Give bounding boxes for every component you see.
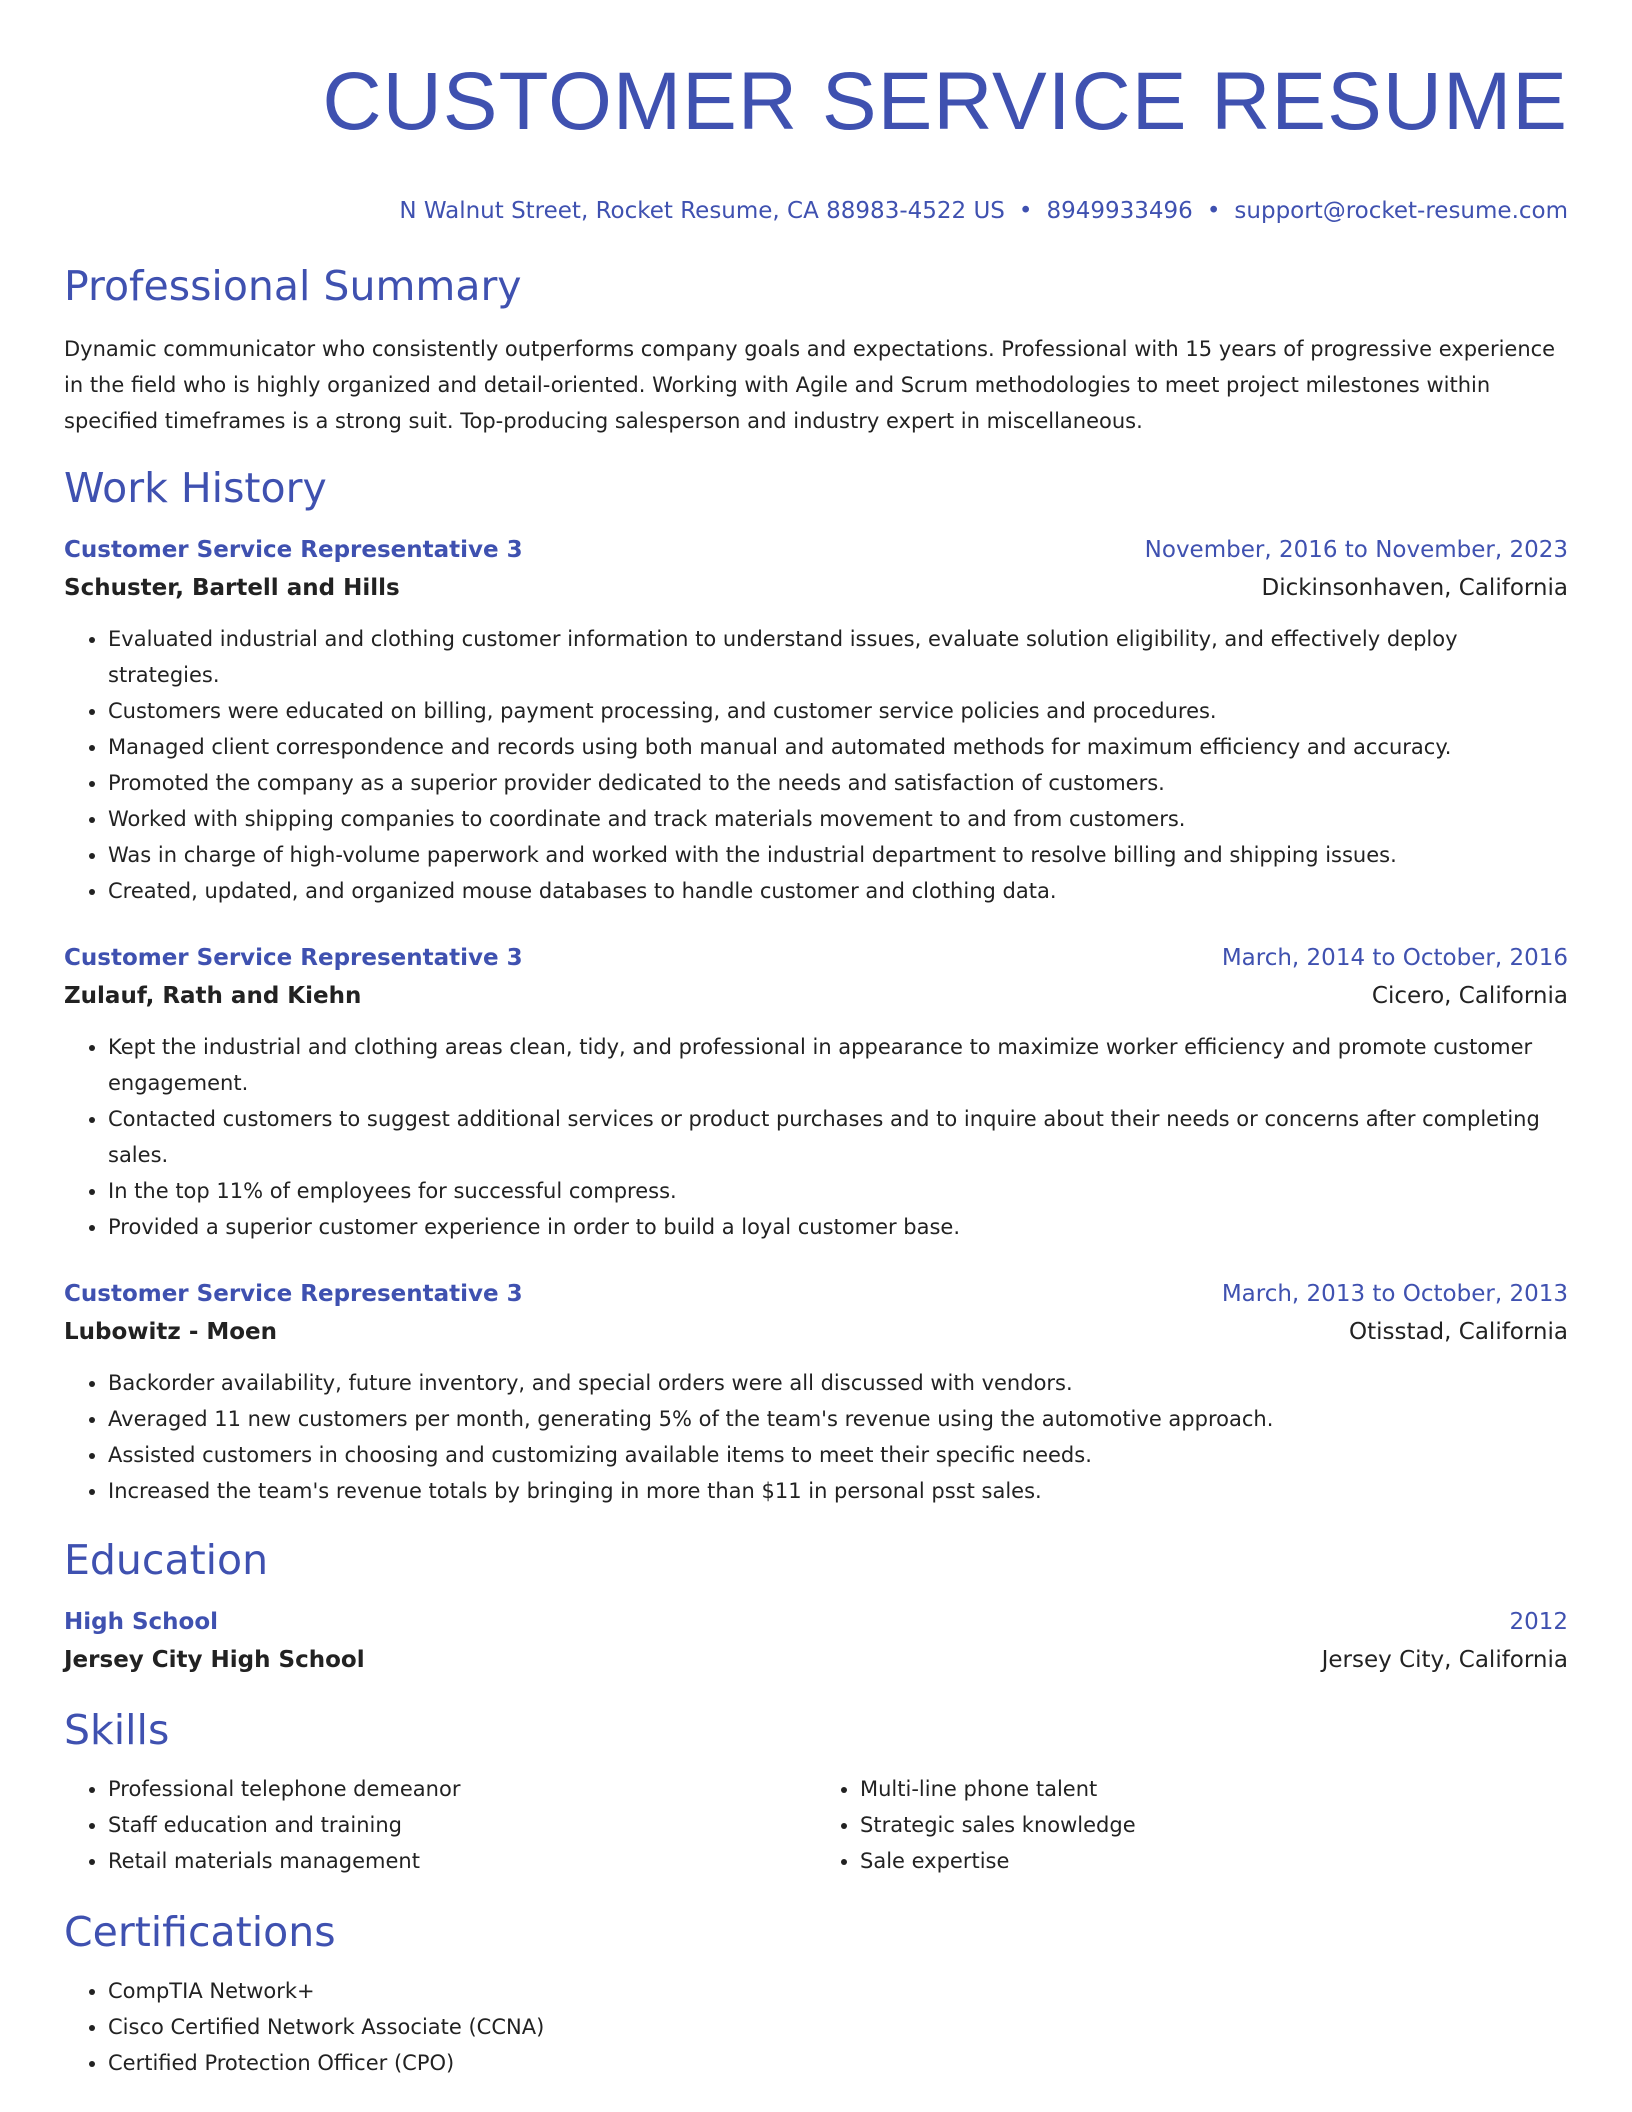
job-entry xyxy=(64,1275,1568,1509)
list-item: • Multi-line phone talent xyxy=(860,1771,1568,1807)
job-bullets xyxy=(64,1365,1568,1509)
certifications-list xyxy=(64,1973,1568,2081)
job-location: Cicero, California xyxy=(1371,983,1568,1009)
separator: • xyxy=(1018,198,1033,224)
list-item: • Averaged 11 new customers per month, generating 5% of the team's revenue using the automotive approach. xyxy=(108,1401,1568,1437)
list-item: • Staff education and training xyxy=(108,1807,816,1843)
list-item: • In the top 11% of employees for successful compress. xyxy=(108,1173,1568,1209)
degree: High School xyxy=(64,1609,219,1635)
certifications-heading: Certifications xyxy=(64,1908,336,1956)
list-item: • Professional telephone demeanor xyxy=(108,1771,816,1807)
email-link[interactable]: support@rocket-resume.com xyxy=(1234,198,1568,224)
contact-line xyxy=(64,196,1568,226)
job-title: Customer Service Representative 3 xyxy=(64,537,523,563)
school-name: Jersey City High School xyxy=(64,1647,365,1673)
company-name: Zulauf, Rath and Kiehn xyxy=(64,983,362,1009)
company-name: Schuster, Bartell and Hills xyxy=(64,575,400,601)
list-item: • Backorder availability, future inventory, and special orders were all discussed with vendors. xyxy=(108,1365,1568,1401)
job-entry xyxy=(64,939,1568,1245)
list-item: • Assisted customers in choosing and customizing available items to meet their specific needs. xyxy=(108,1437,1568,1473)
list-item: • Cisco Certified Network Associate (CCNA) xyxy=(108,2009,1568,2045)
job-header xyxy=(64,1275,1568,1313)
job-header xyxy=(64,531,1568,569)
skills-column-right xyxy=(816,1771,1568,1879)
job-bullets xyxy=(64,1029,1568,1245)
list-item: • Promoted the company as a superior provider dedicated to the needs and satisfaction of customers. xyxy=(108,765,1568,801)
job-title: Customer Service Representative 3 xyxy=(64,1281,523,1307)
job-location: Dickinsonhaven, California xyxy=(1261,575,1568,601)
school-location: Jersey City, California xyxy=(1321,1647,1568,1673)
job-header xyxy=(64,939,1568,977)
list-item: • Customers were educated on billing, payment processing, and customer service policies and procedures. xyxy=(108,693,1568,729)
list-item: • CompTIA Network+ xyxy=(108,1973,1568,2009)
education-header xyxy=(64,1603,1568,1641)
list-item: • Evaluated industrial and clothing customer information to understand issues, evaluate solution eligibility, and effectively deploy strategies. xyxy=(108,621,1568,693)
job-company-row xyxy=(64,1313,1568,1351)
summary-heading: Professional Summary xyxy=(64,262,522,310)
job-entry xyxy=(64,531,1568,909)
education-entry xyxy=(64,1603,1568,1679)
phone: 8949933496 xyxy=(1046,198,1193,224)
graduation-year: 2012 xyxy=(1509,1609,1568,1635)
list-item: • Managed client correspondence and records using both manual and automated methods for maximum efficiency and accuracy. xyxy=(108,729,1568,765)
skills-column-left xyxy=(64,1771,816,1879)
list-item: • Increased the team's revenue totals by bringing in more than $11 in personal psst sales. xyxy=(108,1473,1568,1509)
list-item: • Retail materials management xyxy=(108,1843,816,1879)
education-heading: Education xyxy=(64,1536,269,1584)
separator: • xyxy=(1206,198,1221,224)
job-bullets xyxy=(64,621,1568,909)
list-item: • Contacted customers to suggest additional services or product purchases and to inquire about their needs or concerns after completing sales. xyxy=(108,1101,1568,1173)
company-name: Lubowitz - Moen xyxy=(64,1319,278,1345)
skills-list xyxy=(64,1771,1568,1879)
list-item: • Worked with shipping companies to coordinate and track materials movement to and from customers. xyxy=(108,801,1568,837)
job-dates: November, 2016 to November, 2023 xyxy=(1144,537,1568,563)
list-item: • Sale expertise xyxy=(860,1843,1568,1879)
list-item: • Strategic sales knowledge xyxy=(860,1807,1568,1843)
list-item: • Certified Protection Officer (CPO) xyxy=(108,2045,1568,2081)
job-dates: March, 2013 to October, 2013 xyxy=(1221,1281,1568,1307)
work-history-heading: Work History xyxy=(64,464,327,512)
address: N Walnut Street, Rocket Resume, CA 88983-4522 US xyxy=(399,198,1005,224)
job-company-row xyxy=(64,977,1568,1015)
resume-title: CUSTOMER SERVICE RESUME xyxy=(322,56,1568,147)
summary-text: Dynamic communicator who consistently outperforms company goals and expectations. Professional with 15 years of progressive experience in the field who is highly organized and detail-oriented. Working with Agile and Scrum methodologies to meet project milestones within specified timeframes is a strong suit. Top-producing salesperson and industry expert in miscellaneous. xyxy=(64,337,1556,433)
job-company-row xyxy=(64,569,1568,607)
list-item: • Kept the industrial and clothing areas clean, tidy, and professional in appearance to maximize worker efficiency and promote customer engagement. xyxy=(108,1029,1568,1101)
job-dates: March, 2014 to October, 2016 xyxy=(1221,945,1568,971)
job-location: Otisstad, California xyxy=(1348,1319,1568,1345)
education-school-row xyxy=(64,1641,1568,1679)
list-item: • Created, updated, and organized mouse databases to handle customer and clothing data. xyxy=(108,873,1568,909)
list-item: • Was in charge of high-volume paperwork and worked with the industrial department to resolve billing and shipping issues. xyxy=(108,837,1568,873)
job-title: Customer Service Representative 3 xyxy=(64,945,523,971)
list-item: • Provided a superior customer experience in order to build a loyal customer base. xyxy=(108,1209,1568,1245)
skills-heading: Skills xyxy=(64,1706,170,1754)
